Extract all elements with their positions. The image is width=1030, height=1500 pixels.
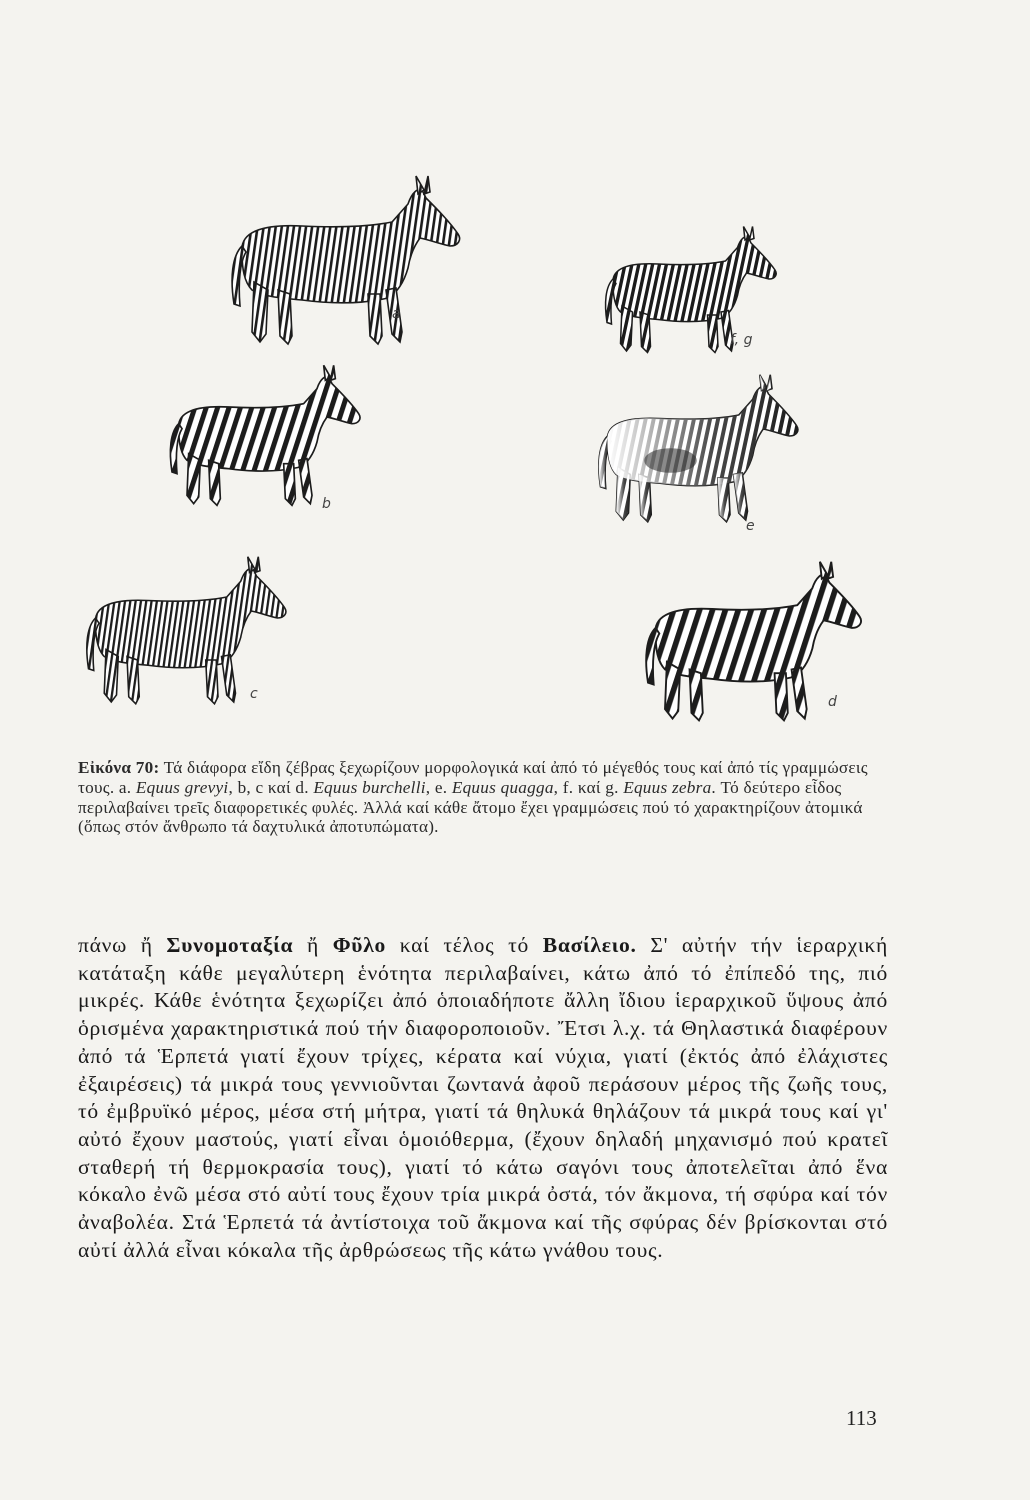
caption-text-1: Τά διάφορα εἴδη ζέβρας ξεχωρίζουν μορφολογικά καί ἀπό τό μέγεθός τους καί ἀπό τίς γραμμώσεις τους. a.	[78, 758, 868, 797]
zebra-a-illustration	[222, 172, 462, 352]
figure-label-c: c	[250, 686, 258, 702]
caption-text-2: , b, c καί d.	[228, 777, 314, 797]
zebra-b-burchelli	[162, 362, 362, 512]
zebra-figure	[70, 140, 890, 760]
caption-species-bcd: Equus burchelli	[313, 777, 426, 797]
zebra-b-illustration	[162, 362, 362, 512]
figure-label-a: a	[392, 306, 401, 322]
body-paragraph	[78, 932, 888, 1264]
caption-species-fg: Equus zebra	[623, 777, 712, 797]
caption-text-5: . Τό δεύτερο εἶδος περιλαβαίνει τρεῖς διαφορετικές φυλές. Ἀλλά καί κάθε ἄτομο ἔχει γραμμώσεις πού τό χαρακτηρίζουν ἀτομικά (ὅπως στόν ἄνθρωπο τά δαχτυλικά ἀποτυπώματα).	[78, 777, 863, 837]
term-synomotaxia: Συνομοταξία	[166, 933, 294, 957]
term-vasileio: Βασίλειο.	[542, 933, 637, 957]
figure-label-d: d	[828, 694, 837, 710]
caption-text-3: , e.	[425, 777, 452, 797]
page-number: 113	[846, 1406, 877, 1430]
caption-label: Εἰκόνα 70:	[78, 758, 160, 777]
figure-label-fg: f, g	[730, 332, 753, 348]
caption-species-a: Equus grevyi	[135, 777, 229, 797]
body-text-1: πάνω ἤ	[78, 933, 167, 957]
body-text-2: ἤ	[293, 933, 333, 957]
term-fylo: Φῦλο	[332, 933, 387, 957]
caption-species-e: Equus quagga	[451, 777, 554, 797]
body-text-3: καί τέλος τό	[386, 933, 543, 957]
zebra-e-illustration	[590, 370, 800, 530]
figure-caption	[78, 758, 890, 837]
figure-label-e: e	[746, 518, 755, 534]
body-text-4: Σ' αὐτήν τήν ἱεραρχική κατάταξη κάθε μεγαλύτερη ἑνότητα περιλαβαίνει, κάτω ἀπό τό ἐπίπεδό της, πιό μικρές. Κάθε ἑνότητα ξεχωρίζει ἀπό ὁποιαδήποτε ἄλλη ἴδιου ἱεραρχικοῦ ὕψους ἀπό ὁρισμένα χαρακτηριστικά πού τήν διαφοροποιοῦν. Ἔτσι λ.χ. τά Θηλαστικά διαφέρουν ἀπό τά Ἑρπετά γιατί ἔχουν τρίχες, κέρατα καί νύχια, γιατί (ἐκτός ἀπό ἐλάχιστες ἐξαιρέσεις) τά μικρά τους γεννιοῦνται ζωντανά ἀφοῦ περάσουν μέρος τῆς ζωῆς τους, τό ἐμβρυϊκό μέρος, μέσα στή μήτρα, γιατί τά θηλυκά θηλάζουν τά μικρά τους καί γι' αὐτό ἔχουν μαστούς, γιατί εἶναι ὁμοιόθερμα, (ἔχουν δηλαδή μηχανισμό πού κρατεῖ σταθερή τή θερμοκρασία τους), γιατί τό κάτω σαγόνι τους ἀποτελεῖται ἀπό ἕνα κόκαλο ἐνῶ μέσα στό αὐτί τους ἔχουν τρία μικρά ὀστά, τόν ἄκμονα, τή σφύρα καί τόν ἀναβολέα. Στά Ἑρπετά τά ἀντίστοιχα τοῦ ἄκμονα καί τῆς σφύρας δέν βρίσκονται στό αὐτί ἀλλά εἶναι κόκαλα τῆς ἀρθρώσεως τῆς κάτω γνάθου τους.	[78, 933, 889, 1262]
zebra-e-quagga	[590, 370, 800, 530]
zebra-a-grevyi	[222, 172, 462, 352]
figure-label-b: b	[322, 496, 331, 512]
caption-text-4: , f. καί g.	[553, 777, 624, 797]
